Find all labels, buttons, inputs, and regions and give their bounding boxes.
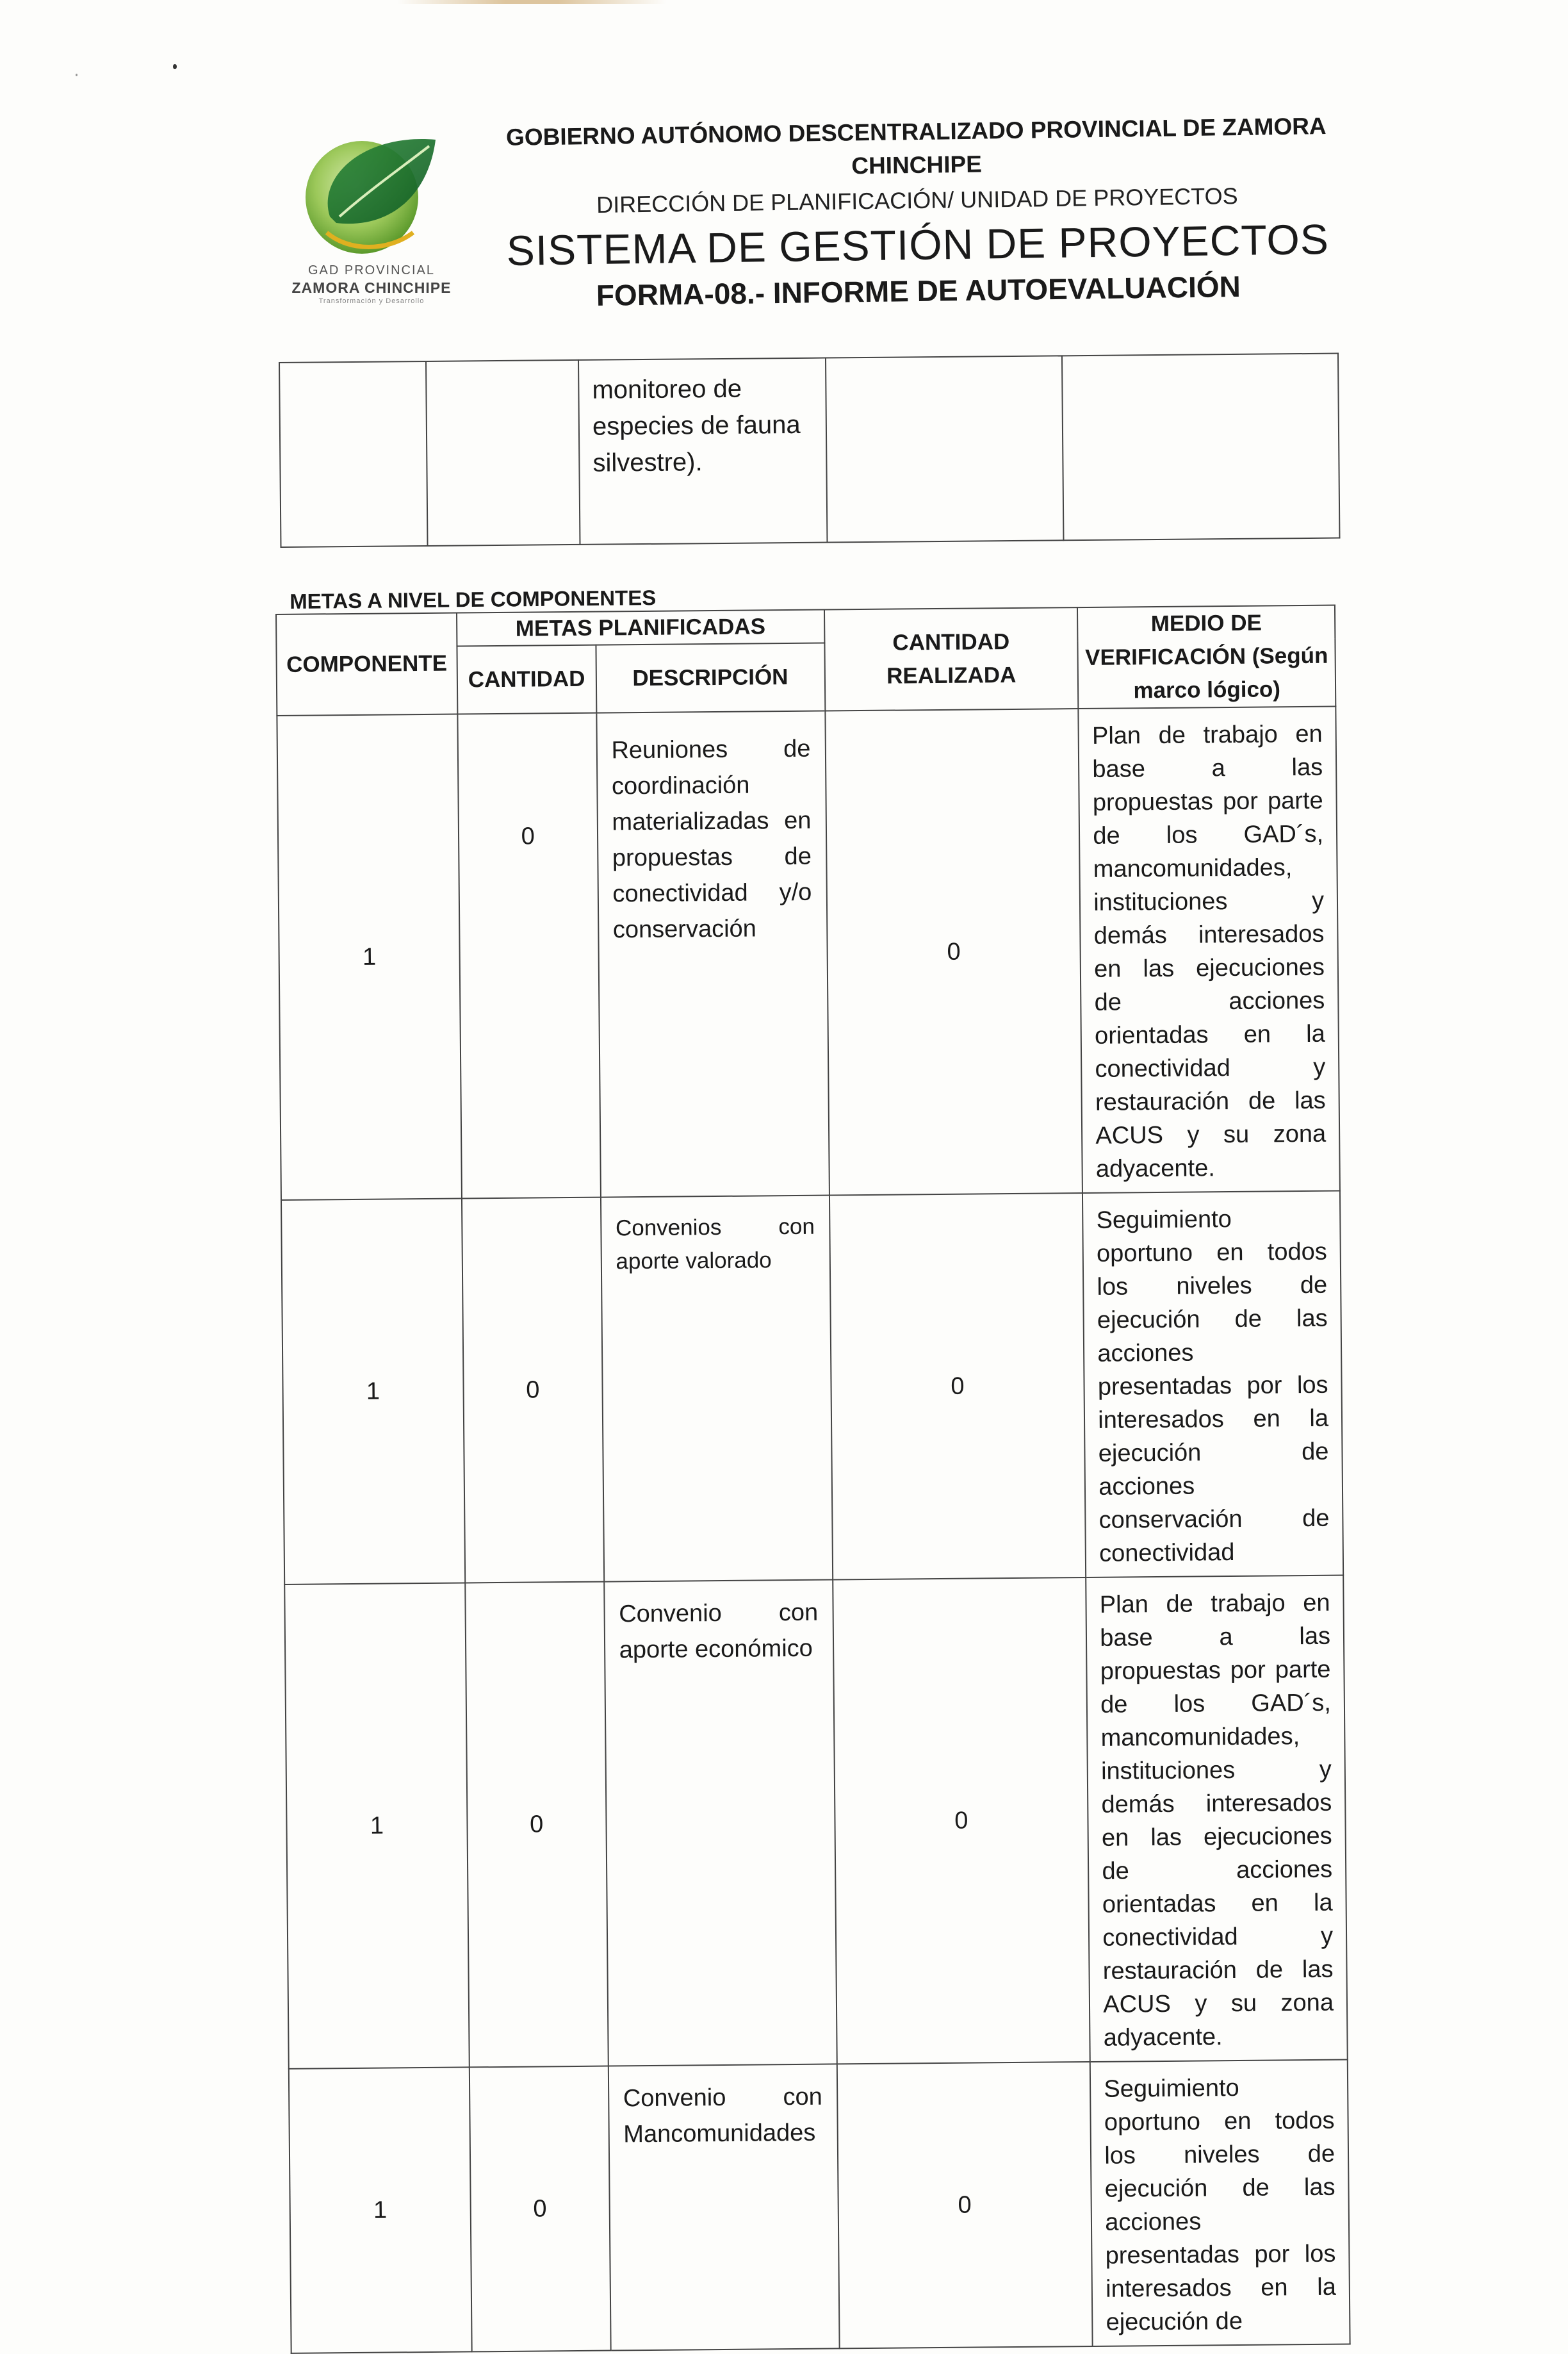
leaf-globe-icon [291, 120, 452, 261]
cell-componente: 1 [284, 1583, 469, 2068]
table-row [284, 1576, 1348, 2069]
cell-descripcion: Convenios con aporte valorado [601, 1195, 833, 1581]
header-descripcion: DESCRIPCIÓN [596, 643, 825, 712]
cell-componente: 1 [281, 1198, 465, 1584]
cell-medio-verificacion: Plan de trabajo en base a las propuestas por parte de los GAD´s, mancomunidades, instituciones y demás interesados en las ejecuciones de acciones orientadas en la conectividad y restauración de las ACUS y su zona adyacente. [1079, 707, 1340, 1193]
cell-componente: 1 [289, 2067, 472, 2353]
header-cantidad-realizada: CANTIDAD REALIZADA [824, 607, 1078, 711]
table-row [281, 1191, 1343, 1584]
table-cell [279, 361, 427, 547]
scan-speck [76, 74, 78, 76]
cell-realizada: 0 [825, 709, 1082, 1195]
cell-realizada: 0 [833, 1577, 1090, 2064]
cell-cantidad: 0 [457, 713, 600, 1199]
components-table [275, 605, 1351, 2354]
cell-realizada: 0 [829, 1193, 1086, 1579]
header-componente: COMPONENTE [276, 613, 457, 716]
cell-descripcion: Convenio con Mancomunidades [608, 2064, 839, 2350]
logo-caption-3: Transformación y Desarrollo [318, 297, 425, 305]
cell-medio-verificacion: Seguimiento oportuno en todos los niveles de ejecución de las acciones presentadas por los interesados en la ejecución de [1090, 2059, 1350, 2346]
gad-logo [266, 120, 477, 313]
continued-description: monitoreo de especies de fauna silvestre). [578, 358, 827, 545]
document-header [0, 115, 1568, 346]
continued-table [279, 353, 1340, 548]
direction-title: DIRECCIÓN DE PLANIFICACIÓN/ UNIDAD DE PROYECTOS [596, 182, 1238, 218]
cell-realizada: 0 [837, 2062, 1093, 2348]
header-cantidad: CANTIDAD [457, 645, 596, 714]
form-title: FORMA-08.- INFORME DE AUTOEVALUACIÓN [596, 269, 1241, 312]
cell-descripcion: Reuniones de coordinación materializadas en propuestas de conectividad y/o conservación [596, 711, 829, 1198]
table-row [289, 2059, 1350, 2353]
cell-medio-verificacion: Plan de trabajo en base a las propuestas por parte de los GAD´s, mancomunidades, instituciones y demás interesados en las ejecuciones de acciones orientadas en la conectividad y restauración de las ACUS y su zona adyacente. [1086, 1576, 1347, 2062]
cell-cantidad: 0 [462, 1198, 604, 1583]
org-name-line1: GOBIERNO AUTÓNOMO DESCENTRALIZADO PROVINCIAL DE ZAMORA [505, 113, 1327, 151]
header-medio-verificacion: MEDIO DE VERIFICACIÓN (Según marco lógico) [1077, 605, 1335, 709]
section-title: METAS A NIVEL DE COMPONENTES [290, 586, 657, 613]
cell-componente: 1 [277, 714, 461, 1200]
table-cell [426, 360, 580, 546]
cell-descripcion: Convenio con aporte económico [604, 1579, 837, 2066]
table-row [277, 707, 1340, 1200]
cell-cantidad: 0 [470, 2066, 611, 2352]
table-cell [1062, 354, 1340, 541]
logo-caption-1: GAD PROVINCIAL [307, 263, 436, 277]
table-cell [826, 356, 1063, 542]
logo-caption-2: ZAMORA CHINCHIPE [291, 279, 452, 296]
scan-speck [173, 64, 177, 69]
scan-edge-mark [397, 0, 666, 4]
cell-cantidad: 0 [465, 1582, 608, 2068]
system-title: SISTEMA DE GESTIÓN DE PROYECTOS [506, 215, 1330, 274]
org-name-line2: CHINCHIPE [851, 151, 983, 179]
header-metas-planificadas: METAS PLANIFICADAS [457, 610, 824, 646]
table-row [279, 354, 1339, 547]
cell-medio-verificacion: Seguimiento oportuno en todos los niveles de ejecución de las acciones presentadas por los interesados en la ejecución de acciones conservación de conectividad [1082, 1191, 1343, 1577]
